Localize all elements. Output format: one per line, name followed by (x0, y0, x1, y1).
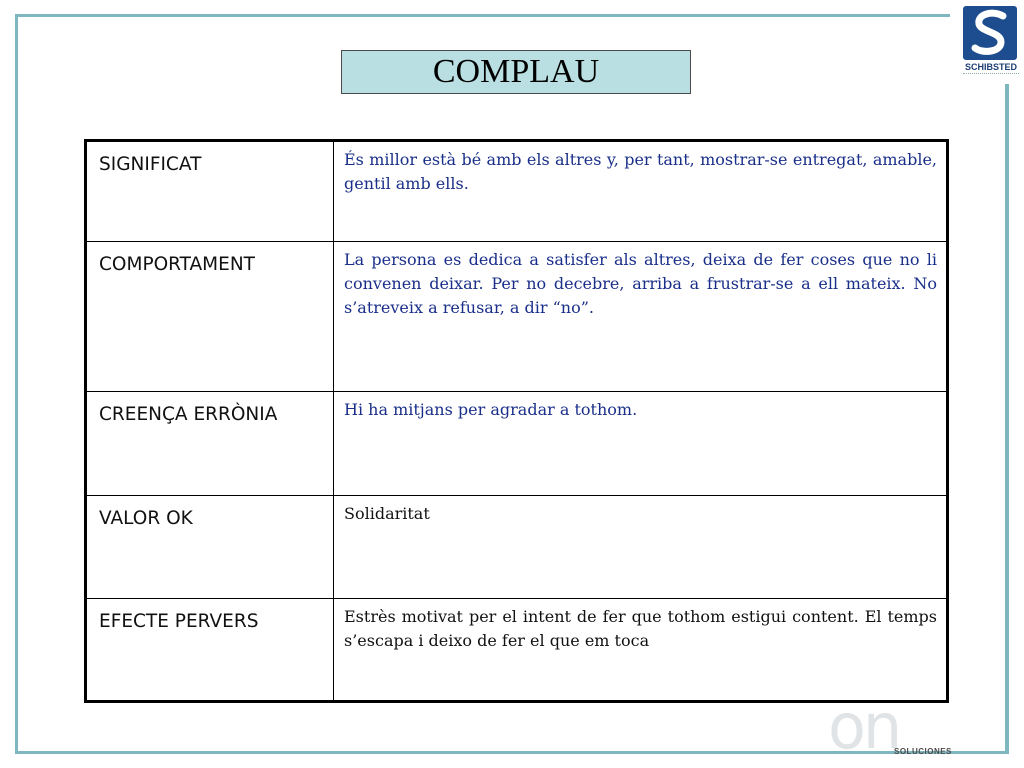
row-label: SIGNIFICAT (86, 141, 334, 242)
table-row (86, 599, 948, 702)
row-value: Estrès motivat per el intent de fer que tothom estigui content. El temps s’escapa i deixo de fer el que em toca (334, 599, 948, 702)
row-label: EFECTE PERVERS (86, 599, 334, 702)
frame-right-border (1005, 84, 1008, 754)
table-row (86, 496, 948, 599)
definition-table (84, 139, 949, 703)
on-logo-mark: on (828, 690, 900, 763)
row-label: COMPORTAMENT (86, 242, 334, 392)
row-value: És millor està bé amb els altres y, per tant, mostrar-se entregat, amable, gentil amb ells. (334, 141, 948, 242)
schibsted-s-icon (963, 6, 1017, 60)
row-label: VALOR OK (86, 496, 334, 599)
table-row (86, 242, 948, 392)
on-soluciones-logo (828, 690, 988, 766)
on-logo-caption: SOLUCIONES (894, 747, 952, 756)
table-row (86, 141, 948, 242)
slide-title: COMPLAU (341, 50, 691, 94)
schibsted-wordmark: SCHIBSTED (964, 62, 1017, 72)
row-value: La persona es dedica a satisfer als altres, deixa de fer coses que no li convenen deixar. Per no decebre, arriba a frustrar-se a ell mateix. No s’atreveix a refusar, a dir “no”. (334, 242, 948, 392)
table-row (86, 392, 948, 496)
row-value: Hi ha mitjans per agradar a tothom. (334, 392, 948, 496)
row-value: Solidaritat (334, 496, 948, 599)
schibsted-subline (963, 73, 1019, 77)
schibsted-logo (963, 6, 1019, 78)
row-label: CREENÇA ERRÒNIA (86, 392, 334, 496)
